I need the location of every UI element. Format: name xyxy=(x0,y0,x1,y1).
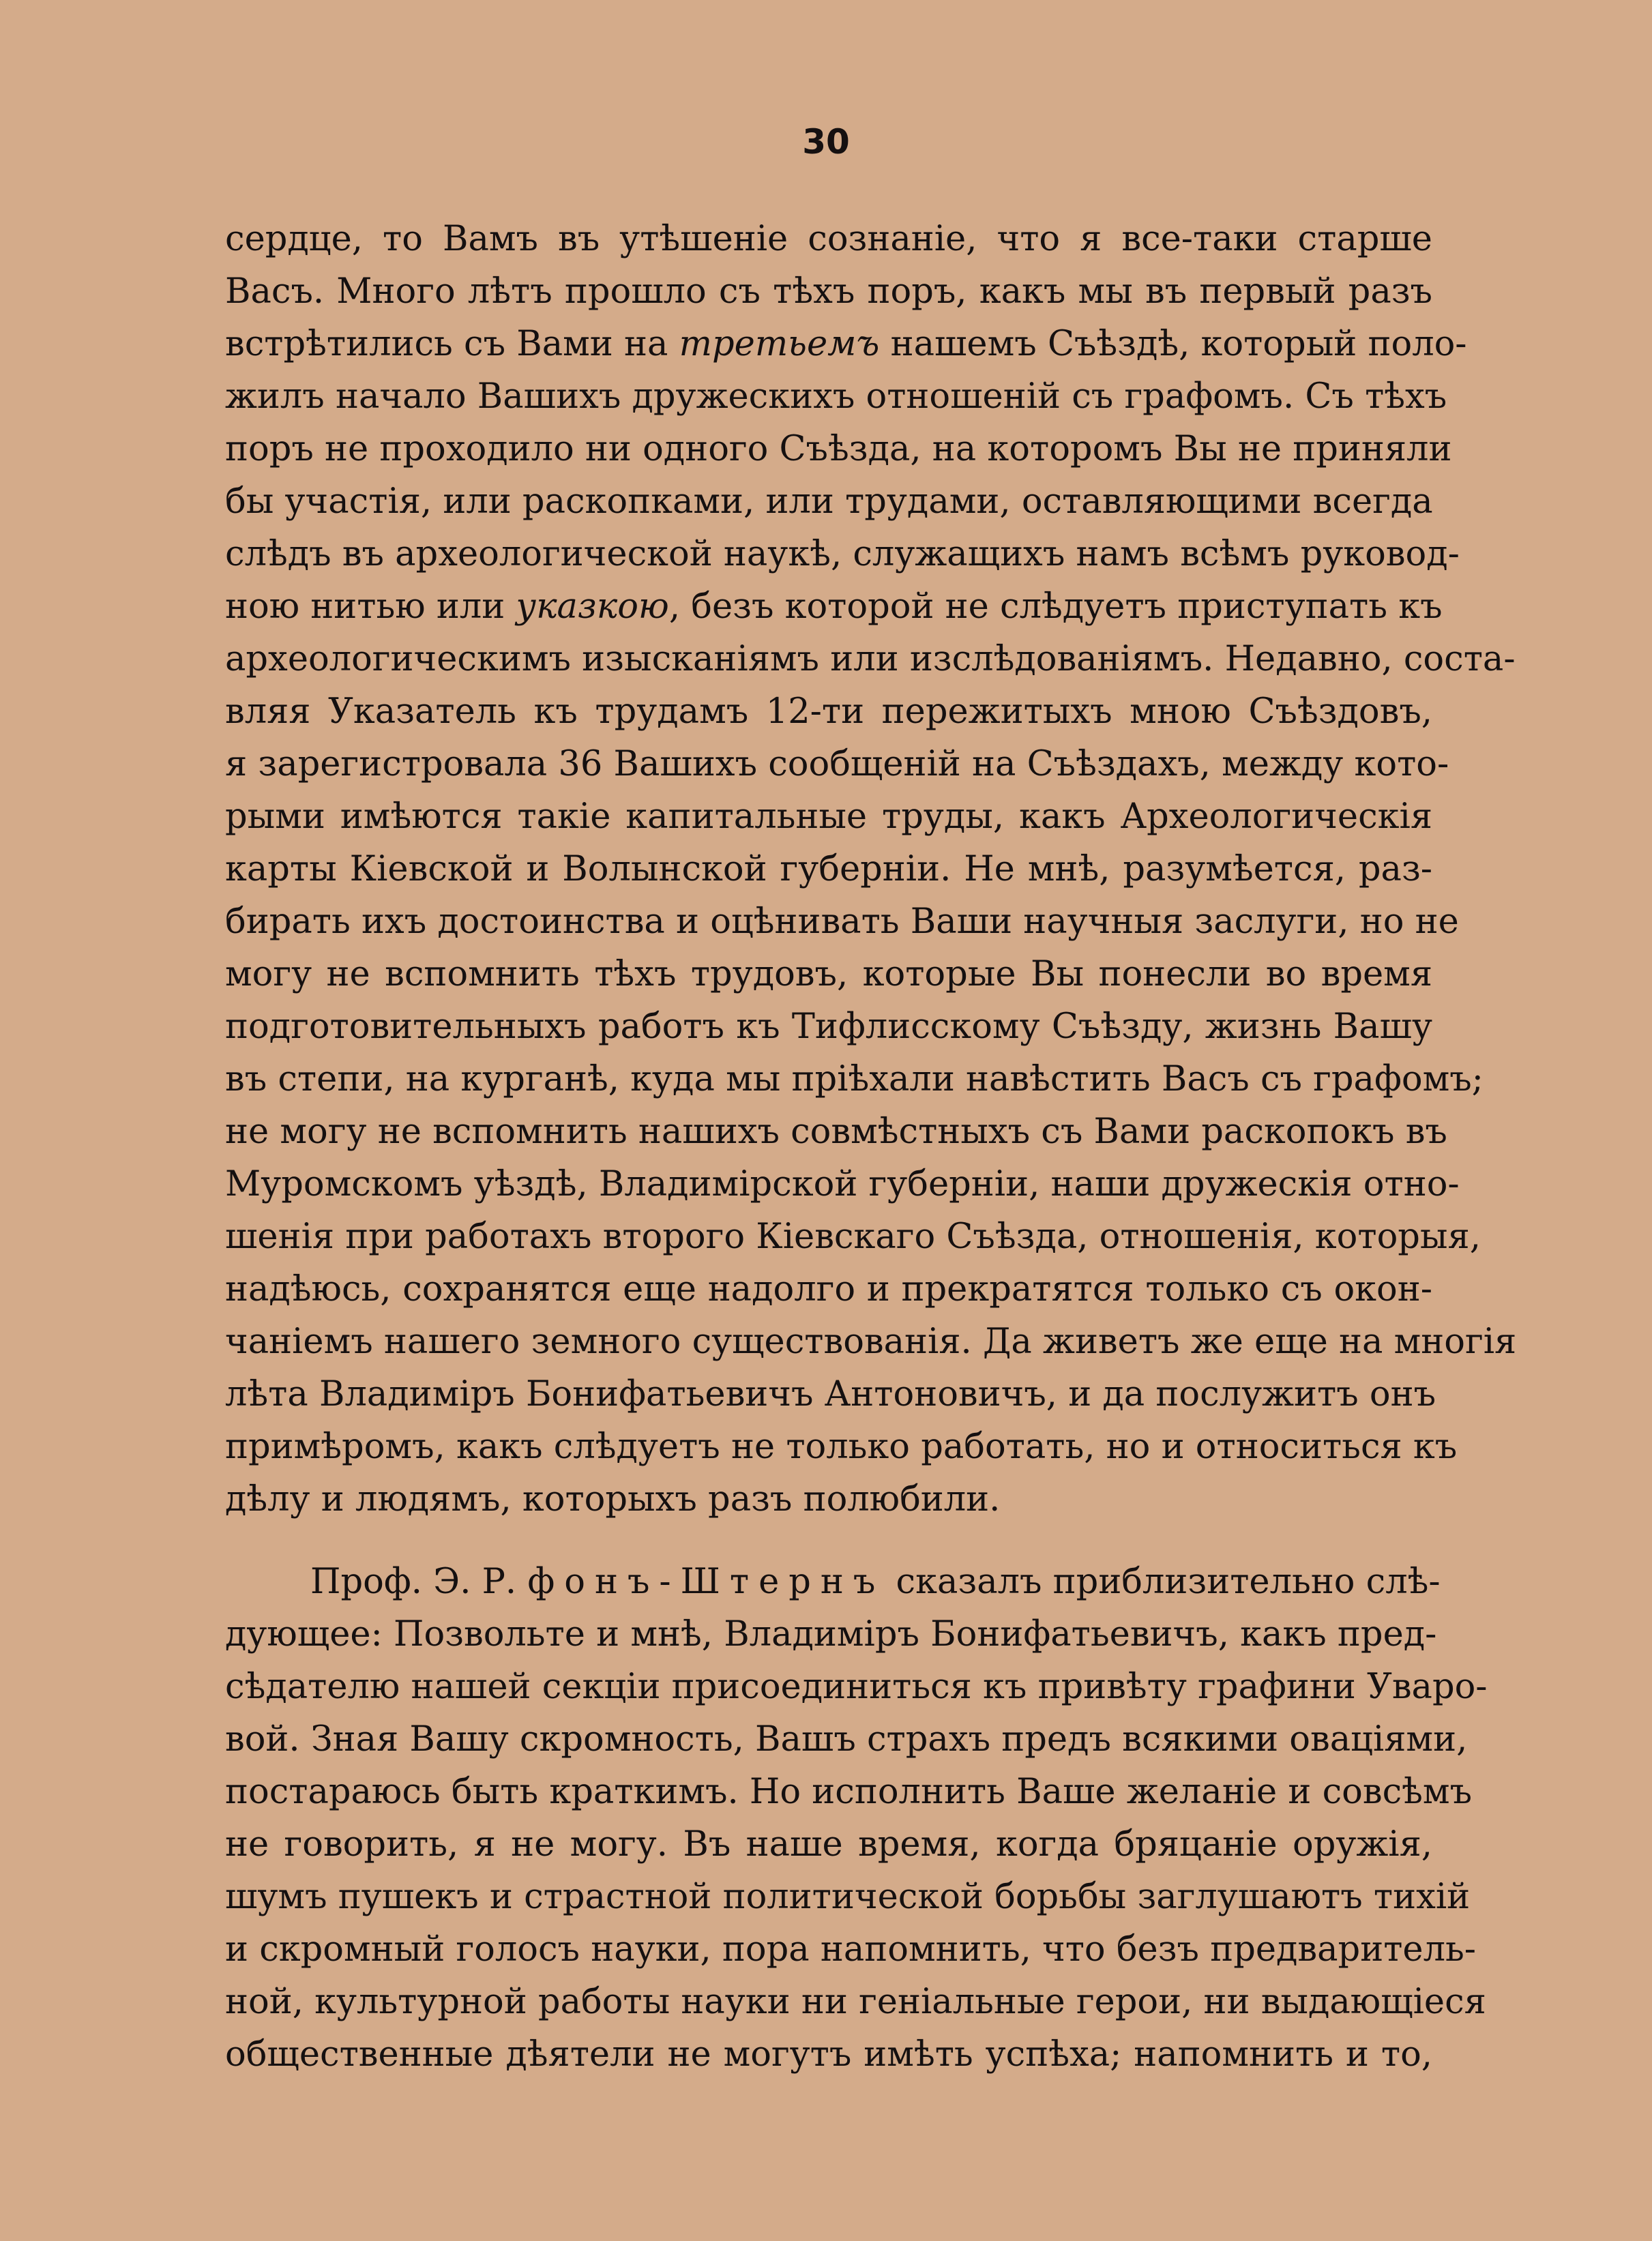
spaced-name: фонъ-Штернъ xyxy=(527,1562,885,1602)
text-line: не говорить, я не могу. Въ наше время, когда бряцаніе оружія, xyxy=(225,1824,1432,1865)
text-line: могу не вспомнить тѣхъ трудовъ, которые Вы понесли во время xyxy=(225,954,1432,994)
text-line: вляя Указатель къ трудамъ 12-ти пережитыхъ мною Съѣздовъ, xyxy=(225,692,1432,732)
text-line: надѣюсь, сохранятся еще надолго и прекратятся только съ окон- xyxy=(225,1269,1432,1309)
text-line: сердце, то Вамъ въ утѣшеніе сознаніе, что я все-таки старше xyxy=(225,219,1432,259)
text-line: сѣдателю нашей секціи присоединиться къ привѣту графини Уваро- xyxy=(225,1667,1488,1707)
text-line: слѣдъ въ археологической наукѣ, служащихъ намъ всѣмъ руковод- xyxy=(225,534,1460,574)
paragraph-2 xyxy=(225,1556,1488,2081)
text-line: ной, культурной работы науки ни геніальные герои, ни выдающіеся xyxy=(225,1982,1486,2022)
text-line: бирать ихъ достоинства и оцѣнивать Ваши научныя заслуги, но не xyxy=(225,902,1459,942)
text-line: Васъ. Много лѣтъ прошло съ тѣхъ поръ, какъ мы въ первый разъ xyxy=(225,271,1432,312)
text-line: общественные дѣятели не могутъ имѣть успѣха; напомнить и то, xyxy=(225,2034,1432,2075)
text-line: постараюсь быть краткимъ. Но исполнить Ваше желаніе и совсѣмъ xyxy=(225,1772,1473,1812)
paragraph-1 xyxy=(225,213,1517,1526)
text-line: чаніемъ нашего земного существованія. Да живетъ же еще на многія xyxy=(225,1322,1517,1362)
italic-word: указкою xyxy=(516,587,669,627)
text-line: рыми имѣются такіе капитальные труды, какъ Археологическія xyxy=(225,797,1432,837)
text-line: я зарегистровала 36 Вашихъ сообщеній на Съѣздахъ, между кото- xyxy=(225,744,1449,784)
page-number: 30 xyxy=(802,122,850,162)
text-line: дѣлу и людямъ, которыхъ разъ полюбили. xyxy=(225,1479,1001,1519)
text-line: лѣта Владиміръ Бонифатьевичъ Антоновичъ, и да послужитъ онъ xyxy=(225,1374,1436,1414)
text-line: Муромскомъ уѣздѣ, Владимірской губерніи, наши дружескія отно- xyxy=(225,1164,1460,1204)
text-line: жилъ начало Вашихъ дружескихъ отношеній съ графомъ. Съ тѣхъ xyxy=(225,376,1447,417)
text-line: бы участія, или раскопками, или трудами, оставляющими всегда xyxy=(225,481,1433,522)
text-line: поръ не проходило ни одного Съѣзда, на которомъ Вы не приняли xyxy=(225,429,1452,469)
text-line: шенія при работахъ второго Кіевскаго Съѣзда, отношенія, которыя, xyxy=(225,1217,1481,1257)
text-line: Проф. Э. Р. фонъ-Штернъ сказалъ приблизительно слѣ- xyxy=(310,1562,1441,1602)
text-line: не могу не вспомнить нашихъ совмѣстныхъ съ Вами раскопокъ въ xyxy=(225,1112,1447,1152)
text-line: ною нитью или указкою, безъ которой не слѣдуетъ приступать къ xyxy=(225,587,1443,627)
body-text xyxy=(225,213,1517,2081)
text-line: дующее: Позвольте и мнѣ, Владиміръ Бонифатьевичъ, какъ пред- xyxy=(225,1614,1437,1654)
text-line: примѣромъ, какъ слѣдуетъ не только работать, но и относиться къ xyxy=(225,1427,1458,1467)
paragraph-gap xyxy=(225,1526,1432,1556)
text-line: карты Кіевской и Волынской губерніи. Не мнѣ, разумѣется, раз- xyxy=(225,849,1432,889)
text-line: въ степи, на курганѣ, куда мы пріѣхали навѣстить Васъ съ графомъ; xyxy=(225,1059,1484,1099)
text-line: шумъ пушекъ и страстной политической борьбы заглушаютъ тихій xyxy=(225,1877,1471,1917)
text-line: подготовительныхъ работъ къ Тифлисскому Съѣзду, жизнь Вашу xyxy=(225,1007,1432,1047)
text-line: встрѣтились съ Вами на третьемъ нашемъ Съѣздѣ, который поло- xyxy=(225,324,1467,364)
italic-word: третьемъ xyxy=(679,324,880,364)
text-line: и скромный голосъ науки, пора напомнить, что безъ предваритель- xyxy=(225,1929,1476,1970)
text-line: вой. Зная Вашу скромность, Вашъ страхъ предъ всякими оваціями, xyxy=(225,1719,1468,1760)
text-line: археологическимъ изысканіямъ или изслѣдованіямъ. Недавно, соста- xyxy=(225,639,1516,679)
